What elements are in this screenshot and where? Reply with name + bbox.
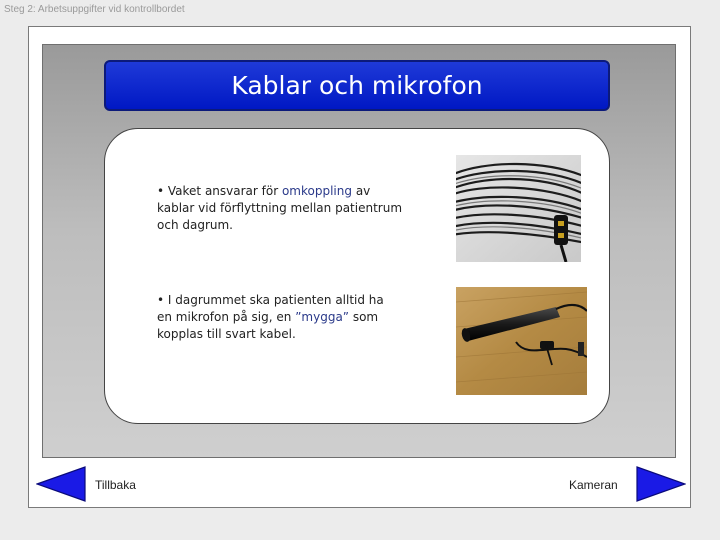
bullet-2-before: I dagrummet ska patienten alltid ha en mikrofon på sig, en bbox=[157, 293, 384, 324]
bullet-2-highlight: ”mygga” bbox=[295, 310, 350, 324]
bullet-text-1 bbox=[157, 183, 402, 234]
bullet-marker-1: • bbox=[157, 184, 165, 198]
bullet-1-highlight: omkoppling bbox=[281, 184, 352, 198]
bullet-marker-2: • bbox=[157, 293, 165, 307]
bullet-1-after: av kablar vid förflyttning mellan patientrum och dagrum. bbox=[157, 184, 403, 232]
bullet-1-before: Vaket ansvarar för bbox=[164, 184, 282, 198]
microphone-photo bbox=[456, 287, 587, 395]
slide-title: Kablar och mikrofon bbox=[231, 71, 483, 100]
next-arrow-button[interactable] bbox=[636, 466, 686, 502]
title-banner bbox=[104, 60, 610, 111]
left-arrow-icon bbox=[36, 466, 86, 502]
bullet-2-after: som kopplas till svart kabel. bbox=[157, 310, 379, 341]
coiled-cables-photo bbox=[456, 155, 581, 262]
header-caption: Steg 2: Arbetsuppgifter vid kontrollbordet bbox=[4, 4, 185, 15]
back-arrow-button[interactable] bbox=[36, 466, 86, 502]
back-link[interactable]: Tillbaka bbox=[95, 478, 136, 492]
next-link[interactable]: Kameran bbox=[569, 478, 618, 492]
right-arrow-icon bbox=[636, 466, 686, 502]
bullet-text-2 bbox=[157, 292, 402, 343]
